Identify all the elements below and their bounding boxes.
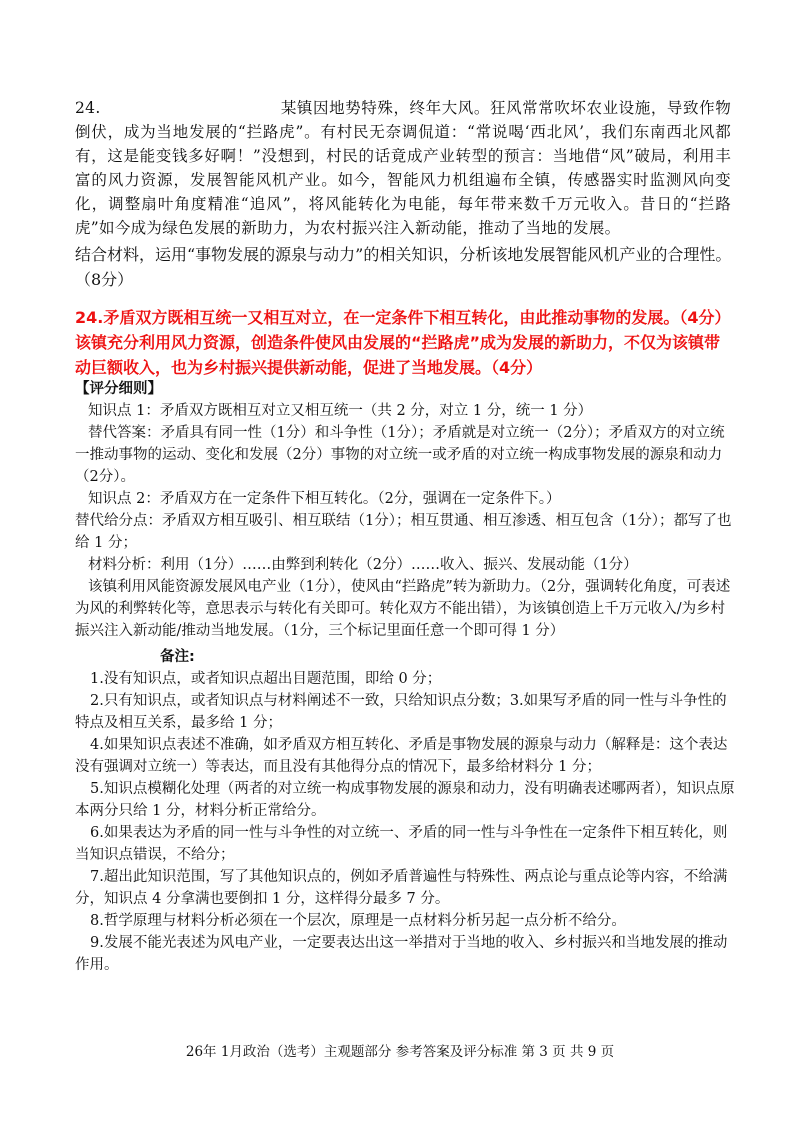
question-material <box>75 96 731 240</box>
reference-answer <box>75 305 735 380</box>
notes-title: 备注: <box>160 649 195 665</box>
knowledge-point-1-alternative: 替代答案：矛盾具有同一性（1分）和斗争性（1分）；矛盾就是对立统一（2分）；矛盾双方的对立统一推动事物的运动、变化和发展（2分）事物的对立统一或矛盾的对立统一构成事物发展的源泉和动力（2分）。 <box>75 425 725 485</box>
answer-line-1: 24.矛盾双方既相互统一又相互对立，在一定条件下相互转化，由此推动事物的发展。（4分） <box>75 308 731 327</box>
scoring-rubric <box>75 378 735 976</box>
note-item: 7.超出此知识范围，写了其他知识点的，例如矛盾普遍性与特殊性、两点论与重点论等内容，不给满分，知识点 4 分拿满也要倒扣 1 分，这样得分最多 7 分。 <box>75 869 728 907</box>
note-item: 5.知识点模糊化处理（两者的对立统一构成事物发展的源泉和动力，没有明确表述哪两者），知识点原本两分只给 1 分，材料分析正常给分。 <box>75 781 735 819</box>
question-task: 结合材料，运用“事物发展的源泉与动力”的相关知识，分析该地发展智能风机产业的合理性。（8分） <box>75 245 732 289</box>
material-analysis-detail: 该镇利用风能资源发展风电产业（1分），使风由“拦路虎”转为新助力。（2分，强调转化角度，可表述为风的利弊转化等，意思表示与转化有关即可。转化双方不能出错），为该镇创造上千万元收入/为乡村振兴注入新动能/推动当地发展。（1分，三个标记里面任意一个即可得 1 分） <box>75 579 731 639</box>
knowledge-point-2-alternative: 替代给分点：矛盾双方相互吸引、相互联结（1分）；相互贯通、相互渗透、相互包含（1分）；都写了也给 1 分； <box>75 513 732 551</box>
rubric-heading: 【评分细则】 <box>75 381 162 397</box>
knowledge-point-2: 知识点 2：矛盾双方在一定条件下相互转化。（2分，强调在一定条件下。） <box>88 491 561 507</box>
note-item: 1.没有知识点，或者知识点超出目题范围，即给 0 分； <box>90 671 442 687</box>
note-item: 9.发展不能光表述为风电产业，一定要表达出这一举措对于当地的收入、乡村振兴和当地发展的推动作用。 <box>75 935 728 973</box>
question-lead: 某镇因地势特殊，终年大风。狂风常常吹坏农业设施，导致作物倒伏，成为当地发展的“拦路虎”。有村民无奈调侃道：“常说喝‘西北风’，我们东南西北风都有，这是能变钱多好啊！”没想到，村民的话竟成产业转型的预言：当地借“风”破局，利用丰富的风力资源，发展智能风机产业。如今，智能风力机组遍布全镇，传感器实时监测风向变化，调整扇叶角度精准“追风”，将风能转化为电能，每年带来数千万元收入。昔日的“拦路虎”如今成为绿色发展的新助力，为农村振兴注入新动能，推动了当地的发展。 <box>75 99 731 237</box>
note-item: 2.只有知识点，或者知识点与材料阐述不一致，只给知识点分数；3.如果写矛盾的同一性与斗争性的特点及相互关系，最多给 1 分； <box>75 693 727 731</box>
note-item: 8.哲学原理与材料分析必须在一个层次，原理是一点材料分析另起一点分析不给分。 <box>90 913 626 929</box>
answer-line-2: 该镇充分利用风力资源，创造条件使风由发展的“拦路虎”成为发展的新助力，不仅为该镇带动巨额收入，也为乡村振兴提供新动能，促进了当地发展。（4分） <box>75 333 721 377</box>
note-item: 4.如果知识点表述不准确，如矛盾双方相互转化、矛盾是事物发展的源泉与动力（解释是：这个表达没有强调对立统一）等表达，而且没有其他得分点的情况下，最多给材料分 1 分； <box>75 737 728 775</box>
page-footer: 26年 1月政治（选考）主观题部分 参考答案及评分标准 第 3 页 共 9 页 <box>185 1044 615 1060</box>
question-number: 24. <box>75 99 101 117</box>
knowledge-point-1: 知识点 1：矛盾双方既相互对立又相互统一（共 2 分，对立 1 分，统一 1 分） <box>88 403 593 419</box>
material-analysis: 材料分析：利用（1分）……由弊到利转化（2分）……收入、振兴、发展动能（1分） <box>88 557 638 573</box>
note-item: 6.如果表达为矛盾的同一性与斗争性的对立统一、矛盾的同一性与斗争性在一定条件下相互转化，则当知识点错误，不给分； <box>75 825 728 863</box>
